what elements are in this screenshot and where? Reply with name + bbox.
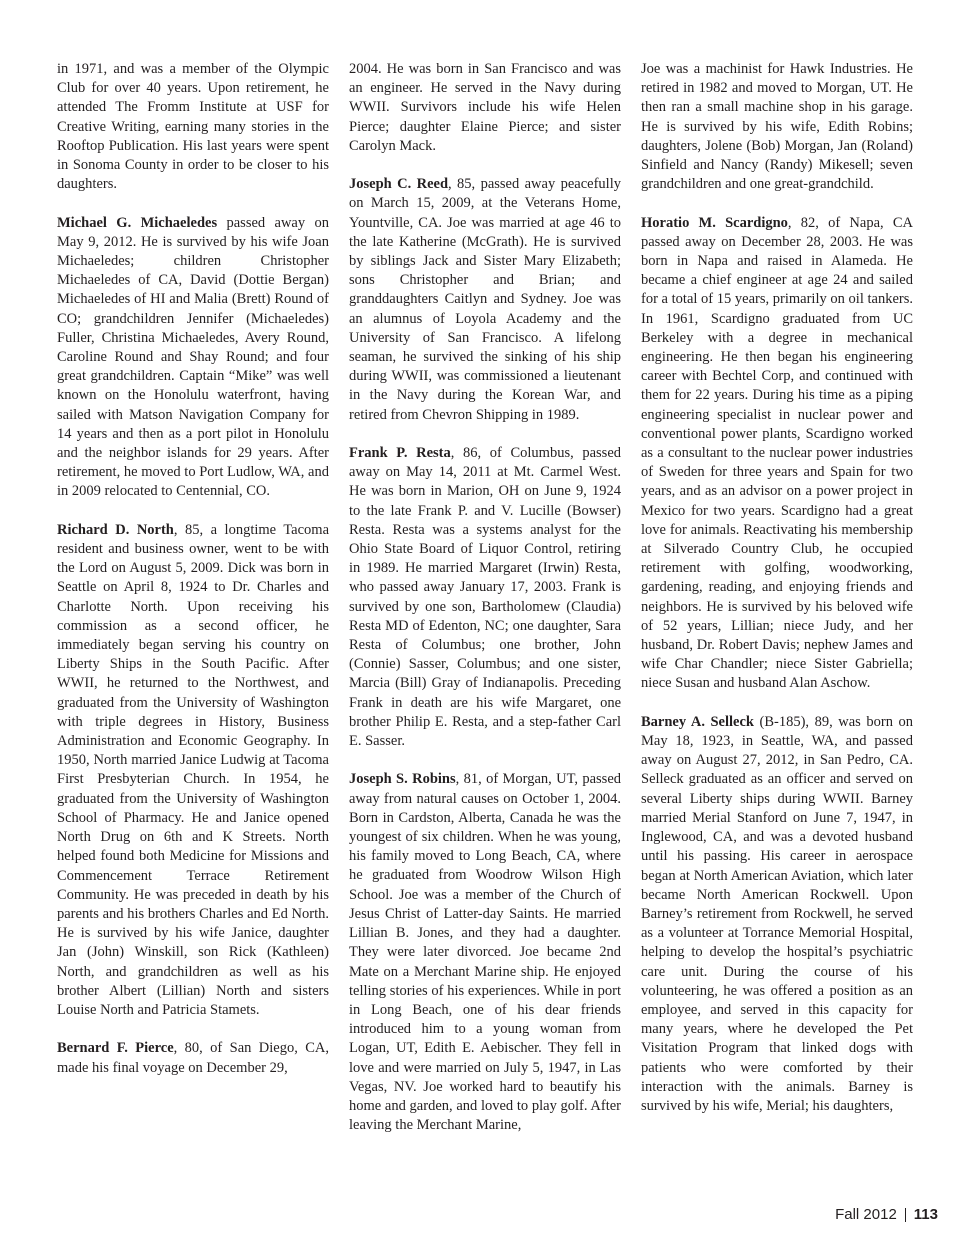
paragraph-text: (B-185), 89, was born on May 18, 1923, in Seattle, WA, and passed away on August 27, 2012, in San Pedro, CA. Selleck graduated as an officer and served on several Liberty ships during WWII. Barney married Merial Stanford on June 7, 1947, in Inglewood, CA, and was a devoted husband until his passing. His career in aerospace began at North American Aviation, which later became North American Rockwell. Upon Barney’s retirement from Rockwell, he served as a volunteer at Torrance Memorial Hospital, helping to develop the hospital’s psychiatric care unit. During the course of his volunteering, he was offered a position as an employee, and served in this capacity for many years, where he developed the Pet Visitation Program that linked dogs with patients who were comforted by their interaction with the animals. Barney is survived by his wife, Merial; his daughters, [641, 713, 913, 1114]
paragraph-text: Joe was a machinist for Hawk Industries. He retired in 1982 and moved to Morgan, UT. He then ran a small machine shop in his garage. He is survived by his wife, Edith Robins; daughters, Jolene (Bob) Morgan, Jan (Roland) Sinfield and Nancy (Randy) Mikesell; seven grandchildren and one great-grandchild. [641, 61, 913, 193]
paragraph-text: , 82, of Napa, CA passed away on December 28, 2003. He was born in Napa and raised in Alameda. He became a chief engineer at age 24 and sailed for a total of 15 years, primarily on oil tankers. In 1961, Scardigno graduated from UC Berkeley with a degree in mechanical engineering. He then began his engineering career with Bechtel Corp, and continued with them for 22 years. During his time as a piping engineering specialist in nuclear power and conventional power plants, Scardigno worked as a consultant to the nuclear power industries of Sweden for three years and Spain for two years, and as an advisor on a power project in Mexico for two years. Scardigno had a great love for animals. Reactivating his membership at Silverado Country Club, he occupied retirement with golfing, woodworking, gardening, reading, and enjoying friends and neighbors. He is survived by his beloved wife of 52 years, Lillian; niece Judy, and her husband, Dr. Robert Davis; nephew James and wife Char Chandler; niece Sister Gabriella; niece Susan and husband Alan Aschow. [641, 214, 913, 692]
obituary-reed [349, 175, 621, 425]
column-3 [641, 60, 913, 1116]
page-number: 113 [913, 1206, 938, 1223]
obituary-robins [349, 770, 621, 1135]
decedent-name: Horatio M. Scardigno [641, 214, 788, 231]
paragraph [349, 60, 621, 156]
footer-divider [905, 1208, 906, 1222]
page-footer [835, 1206, 938, 1223]
paragraph-text: , 85, passed away peacefully on March 15, 2009, at the Veterans Home, Yountville, CA. Joe was married at age 46 to the late Katherine (McGrath). He is survived by siblings Jack and Sister Mary Elizabeth; sons Christopher and Brian; and granddaughters Caitlyn and Sydney. Joe was an alumnus of Loyola Academy and the University of San Francisco. A lifelong seaman, he survived the sinking of his ship during WWII, was commissioned a lieutenant in the Navy during the Korean War, and retired from Chevron Shipping in 1989. [349, 176, 621, 423]
decedent-name: Bernard F. Pierce [57, 1040, 174, 1057]
obituary-resta [349, 444, 621, 751]
obituary-selleck [641, 713, 913, 1116]
paragraph-text: , 80, of San Diego, CA, made his final voyage on December 29, [57, 1040, 329, 1076]
obituary-scardigno [641, 214, 913, 694]
paragraph-text: , 81, of Morgan, UT, passed away from natural causes on October 1, 2004. Born in Cardston, Alberta, Canada he was the youngest of six children. When he was young, his family moved to Long Beach, CA, where he graduated from Woodrow Wilson High School. Joe was a member of the Church of Jesus Christ of Latter-day Saints. He married Lillian B. Jones, and they had a daughter. They were later divorced. Joe became 2nd Mate on a Merchant Marine ship. He enjoyed telling stories of his experiences. While in port in Long Beach, one of his dear friends introduced him to a young woman from Logan, UT, Edith E. Aebischer. They fell in love and were married on July 5, 1947, in Las Vegas, NV. Joe worked hard to beautify his home and garden, and loved to play golf. After leaving the Merchant Marine, [349, 771, 621, 1134]
decedent-name: Joseph S. Robins [349, 771, 456, 788]
paragraph-text: in 1971, and was a member of the Olympic Club for over 40 years. Upon retirement, he attended The Fromm Institute at USF for Creative Writing, earning many stories in the Rooftop Publication. His last years were spent in Sonoma County in order to be closer to his daughters. [57, 61, 329, 193]
paragraph [57, 60, 329, 194]
paragraph-text: 2004. He was born in San Francisco and was an engineer. He served in the Navy during WWII. Survivors include his wife Helen Pierce; daughter Elaine Pierce; and sister Carolyn Mack. [349, 61, 621, 154]
decedent-name: Michael G. Michaeledes [57, 214, 218, 231]
obituary-north [57, 521, 329, 1020]
paragraph-text: , 85, a longtime Tacoma resident and business owner, went to be with the Lord on August 5, 2009. Dick was born in Seattle on April 8, 1924 to Dr. Charles and Charlotte North. Upon receiving his commission as a second officer, he immediately began serving his country on Liberty Ships in the South Pacific. After WWII, he returned to the Northwest, and graduated from the University of Washington with triple degrees in History, Business Administration and Economic Geography. In 1950, North married Janice Ludwig at Tacoma First Presbyterian Church. In 1954, he graduated from the University of Washington School of Pharmacy. He and Janice opened North Drug on 6th and K Streets. North helped found both Medicine for Missions and Commencement Terrace Retirement Community. He was preceded in death by his parents and his brothers Charles and Ed North. He is survived by his wife Janice, daughter Jan (John) Winskill, son Rick (Kathleen) North, and grandchildren as well as his brother Albert (Lillian) North and sisters Louise North and Patricia Stamets. [57, 521, 330, 1018]
paragraph-text: , 86, of Columbus, passed away on May 14, 2011 at Mt. Carmel West. He was born in Marion, OH on June 9, 1924 to the late Frank P. and V. Lucille (Bowser) Resta. Resta was a systems analyst for the Ohio State Board of Liquor Control, retiring in 1989. He married Margaret (Irwin) Resta, who passed away January 17, 2003. Frank is survived by one son, Bartholomew (Claudia) Resta MD of Edenton, NC; one daughter, Sara Resta of Columbus; one brother, John (Connie) Sasser, Columbus; and one sister, Marcia (Bill) Gray of Indianapolis. Preceding Frank in death are his wife Margaret, one brother Philip E. Resta, and a step-father Carl E. Sasser. [349, 445, 622, 750]
column-1 [57, 60, 329, 1078]
paragraph-text: passed away on May 9, 2012. He is survived by his wife Joan Michaeledes; children Christopher Michaeledes of CA, David (Dottie Bergan) Michaeledes of HI and Malia (Brett) Round of CO; grandchildren Jennifer (Michaeledes) Fuller, Christina Michaeledes, Avery Round, Caroline Round and Shay Round; and four great grandchildren. Captain “Mike” was well known on the Honolulu waterfront, having sailed with Matson Navigation Company for 14 years and then as a port pilot in Honolulu and the neighbor islands for 29 years. After retirement, he moved to Port Ludlow, WA, and in 2009 relocated to Centennial, CO. [57, 214, 329, 500]
decedent-name: Richard D. North [57, 521, 174, 538]
obituary-michaeledes [57, 214, 329, 502]
paragraph [641, 60, 913, 194]
decedent-name: Barney A. Selleck [641, 713, 754, 730]
issue-label: Fall 2012 [835, 1206, 897, 1223]
decedent-name: Joseph C. Reed [349, 176, 449, 193]
obituary-pierce [57, 1039, 329, 1077]
decedent-name: Frank P. Resta [349, 445, 451, 462]
column-2 [349, 60, 621, 1135]
